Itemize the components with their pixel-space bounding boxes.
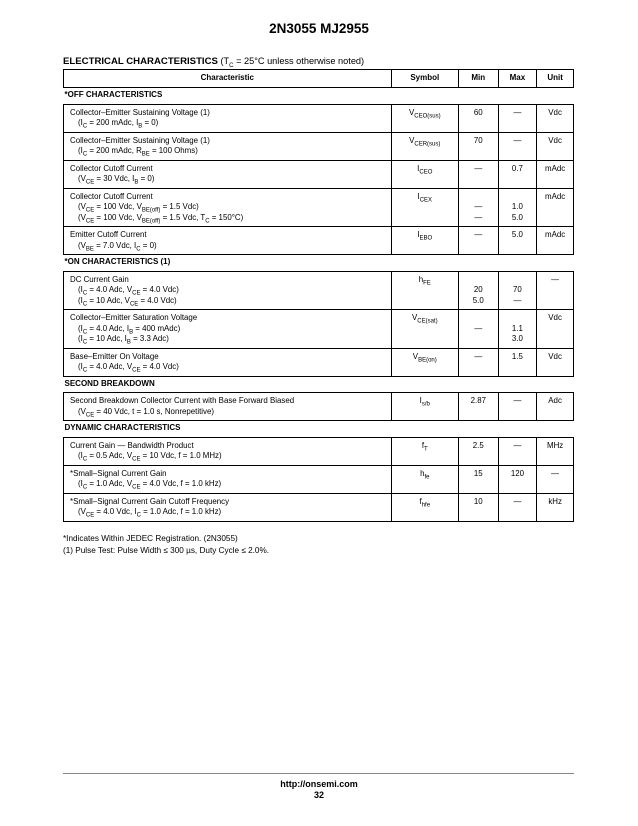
row-12-unit: kHz bbox=[537, 493, 574, 521]
row-10-characteristic bbox=[64, 437, 392, 465]
row-11-label: *Small–Signal Current Gain bbox=[70, 468, 167, 478]
table-row bbox=[64, 493, 574, 521]
row-6-max-1: 70 bbox=[513, 285, 522, 294]
section-on bbox=[64, 255, 574, 272]
row-4-min-2: — bbox=[474, 212, 483, 222]
row-5-characteristic bbox=[64, 227, 392, 255]
row-1-min: 60 bbox=[458, 104, 498, 132]
row-1-max: — bbox=[498, 104, 537, 132]
row-4-max bbox=[498, 188, 537, 227]
row-7-symbol: $V_{CE(sat)}$ bbox=[391, 310, 458, 349]
row-8-characteristic bbox=[64, 348, 392, 376]
row-6-max bbox=[498, 271, 537, 310]
row-7-condition-2: ($I_C = 10$ Adc, $I_B = 3.3$ Adc) bbox=[78, 334, 169, 346]
footer-divider bbox=[63, 773, 574, 774]
row-2-characteristic bbox=[64, 132, 392, 160]
row-7-min bbox=[458, 310, 498, 349]
row-1-characteristic bbox=[64, 104, 392, 132]
row-7-characteristic bbox=[64, 310, 392, 349]
row-11-max: 120 bbox=[498, 465, 537, 493]
table-row bbox=[64, 132, 574, 160]
row-8-label: Base–Emitter On Voltage bbox=[70, 351, 159, 361]
row-6-label: DC Current Gain bbox=[70, 274, 129, 284]
row-12-min: 10 bbox=[458, 493, 498, 521]
table-row bbox=[64, 393, 574, 421]
row-11-min: 15 bbox=[458, 465, 498, 493]
row-10-condition: ($I_C = 0.5$ Adc, $V_{CE} = 10$ Vdc, f = 1.0 MHz) bbox=[78, 451, 222, 463]
row-3-characteristic bbox=[64, 160, 392, 188]
row-7-condition-1: ($I_C = 4.0$ Adc, $I_B = 400$ mAdc) bbox=[78, 323, 181, 336]
row-4-symbol: $I_{CEX}$ bbox=[391, 188, 458, 227]
row-6-condition-1: ($I_C = 4.0$ Adc, $V_{CE} = 4.0$ Vdc) bbox=[78, 285, 179, 297]
table-heading bbox=[63, 56, 364, 67]
row-3-label: Collector Cutoff Current bbox=[70, 163, 153, 173]
table-row bbox=[64, 188, 574, 227]
footnotes bbox=[63, 533, 269, 557]
row-6-min-1: 20 bbox=[473, 285, 483, 294]
row-4-unit: mAdc bbox=[537, 188, 574, 227]
row-10-max: — bbox=[498, 437, 537, 465]
row-9-characteristic bbox=[64, 393, 392, 421]
row-2-symbol: $V_{CER(sus)}$ bbox=[391, 132, 458, 160]
electrical-characteristics-table bbox=[63, 69, 574, 522]
row-4-min-1: — bbox=[474, 202, 483, 211]
row-9-label: Second Breakdown Collector Current with Base Forward Biased bbox=[70, 396, 295, 405]
row-12-condition: ($V_{CE} = 4.0$ Vdc, $I_C = 1.0$ Adc, f = 1.0 kHz) bbox=[78, 507, 222, 519]
row-9-max: — bbox=[498, 393, 537, 421]
row-7-min-1: — bbox=[474, 323, 483, 333]
row-3-unit: mAdc bbox=[537, 160, 574, 188]
row-11-unit: — bbox=[537, 465, 574, 493]
row-2-unit: Vdc bbox=[537, 132, 574, 160]
row-6-max-2: — bbox=[513, 295, 522, 305]
row-11-condition: ($I_C = 1.0$ Adc, $V_{CE} = 4.0$ Vdc, f = 1.0 kHz) bbox=[78, 479, 222, 491]
row-8-condition: ($I_C = 4.0$ Adc, $V_{CE} = 4.0$ Vdc) bbox=[78, 362, 179, 374]
row-10-min: 2.5 bbox=[458, 437, 498, 465]
row-1-unit: Vdc bbox=[537, 104, 574, 132]
row-3-symbol: $I_{CEO}$ bbox=[391, 160, 458, 188]
table-row bbox=[64, 437, 574, 465]
table-header-row bbox=[64, 70, 574, 88]
row-1-condition: ($I_C = 200$ mAdc, $I_B = 0$) bbox=[78, 118, 159, 130]
table-row bbox=[64, 310, 574, 349]
section-off-label: *OFF CHARACTERISTICS bbox=[64, 88, 574, 105]
row-5-condition: ($V_{BE} = 7.0$ Vdc, $I_C = 0$) bbox=[78, 240, 157, 253]
row-4-characteristic bbox=[64, 188, 392, 227]
row-12-characteristic bbox=[64, 493, 392, 521]
row-12-label: *Small–Signal Current Gain Cutoff Frequency bbox=[70, 496, 230, 506]
table-row bbox=[64, 104, 574, 132]
section-second-breakdown-label: SECOND BREAKDOWN bbox=[64, 376, 574, 393]
table-row bbox=[64, 348, 574, 376]
page-number: 32 bbox=[313, 790, 324, 800]
row-4-min bbox=[458, 188, 498, 227]
col-max: Max bbox=[498, 70, 537, 88]
row-8-min: — bbox=[458, 348, 498, 376]
page-footer bbox=[0, 779, 638, 801]
row-2-condition: ($I_C = 200$ mAdc, $R_{BE} = 100$ Ohms) bbox=[78, 146, 198, 158]
row-10-unit: MHz bbox=[537, 437, 574, 465]
row-4-condition-1: ($V_{CE} = 100$ Vdc, $V_{BE(off)} = 1.5$ Vdc) bbox=[78, 202, 199, 214]
row-3-max: 0.7 bbox=[498, 160, 537, 188]
row-12-symbol: $f_{hfe}$ bbox=[391, 493, 458, 521]
section-second-breakdown bbox=[64, 376, 574, 393]
row-4-label: Collector Cutoff Current bbox=[70, 191, 153, 201]
row-3-min: — bbox=[458, 160, 498, 188]
row-5-min: — bbox=[458, 227, 498, 255]
row-6-characteristic bbox=[64, 271, 392, 310]
table-row bbox=[64, 227, 574, 255]
row-7-max-2: 3.0 bbox=[511, 334, 523, 343]
row-4-max-2: 5.0 bbox=[511, 212, 523, 222]
row-2-min: 70 bbox=[458, 132, 498, 160]
row-9-condition: ($V_{CE} = 40$ Vdc, t = 1.0 s, Nonrepetitive) bbox=[78, 406, 214, 419]
row-6-min-2: 5.0 bbox=[472, 295, 484, 305]
table-row bbox=[64, 160, 574, 188]
section-off bbox=[64, 88, 574, 105]
col-symbol: Symbol bbox=[391, 70, 458, 88]
section-on-label: *ON CHARACTERISTICS (1) bbox=[64, 255, 574, 272]
heading-note-rest: = 25°C unless otherwise noted) bbox=[233, 56, 365, 66]
footer-url-link[interactable]: http://onsemi.com bbox=[280, 779, 358, 789]
col-characteristic: Characteristic bbox=[64, 70, 392, 88]
row-7-max bbox=[498, 310, 537, 349]
row-2-max: — bbox=[498, 132, 537, 160]
heading-note: (T bbox=[220, 56, 230, 66]
row-7-unit: Vdc bbox=[537, 310, 574, 349]
heading-note-sub: C bbox=[229, 62, 234, 69]
row-8-unit: Vdc bbox=[537, 348, 574, 376]
row-10-symbol: $f_T$ bbox=[391, 437, 458, 465]
row-3-condition: ($V_{CE} = 30$ Vdc, $I_B = 0$) bbox=[78, 174, 155, 186]
row-10-label: Current Gain — Bandwidth Product bbox=[70, 440, 194, 450]
row-7-max-1: 1.1 bbox=[511, 323, 523, 333]
row-1-symbol: $V_{CEO(sus)}$ bbox=[391, 104, 458, 132]
row-5-unit: mAdc bbox=[537, 227, 574, 255]
row-9-symbol: $I_{s/b}$ bbox=[391, 393, 458, 421]
row-1-label: Collector–Emitter Sustaining Voltage (1) bbox=[70, 107, 210, 117]
col-unit: Unit bbox=[537, 70, 574, 88]
footnote-pulse-test: (1) Pulse Test: Pulse Width ≤ 300 µs, Duty Cycle ≤ 2.0%. bbox=[63, 546, 270, 555]
section-dynamic bbox=[64, 421, 574, 438]
section-dynamic-label: DYNAMIC CHARACTERISTICS bbox=[64, 421, 574, 438]
row-6-unit: — bbox=[537, 271, 574, 310]
row-9-min: 2.87 bbox=[458, 393, 498, 421]
col-min: Min bbox=[458, 70, 498, 88]
row-4-max-1: 1.0 bbox=[511, 202, 523, 211]
row-4-condition-2: ($V_{CE} = 100$ Vdc, $V_{BE(off)} = 1.5$ Vdc, $T_C = 150^\circ C$) bbox=[78, 212, 244, 225]
row-11-characteristic bbox=[64, 465, 392, 493]
row-6-condition-2: ($I_C = 10$ Adc, $V_{CE} = 4.0$ Vdc) bbox=[78, 295, 177, 308]
row-2-label: Collector–Emitter Sustaining Voltage (1) bbox=[70, 135, 210, 145]
row-6-min bbox=[458, 271, 498, 310]
page-title: 2N3055 MJ2955 bbox=[269, 21, 369, 36]
row-11-symbol: $h_{fe}$ bbox=[391, 465, 458, 493]
row-8-max: 1.5 bbox=[498, 348, 537, 376]
table-row bbox=[64, 465, 574, 493]
row-7-label: Collector–Emitter Saturation Voltage bbox=[70, 313, 198, 322]
table-row bbox=[64, 271, 574, 310]
row-5-symbol: $I_{EBO}$ bbox=[391, 227, 458, 255]
heading-title: ELECTRICAL CHARACTERISTICS bbox=[63, 56, 218, 67]
row-8-symbol: $V_{BE(on)}$ bbox=[391, 348, 458, 376]
row-5-label: Emitter Cutoff Current bbox=[70, 230, 147, 239]
row-6-symbol: $h_{FE}$ bbox=[391, 271, 458, 310]
row-9-unit: Adc bbox=[537, 393, 574, 421]
footnote-jedec: *Indicates Within JEDEC Registration. (2N3055) bbox=[63, 534, 238, 543]
row-12-max: — bbox=[498, 493, 537, 521]
row-5-max: 5.0 bbox=[498, 227, 537, 255]
